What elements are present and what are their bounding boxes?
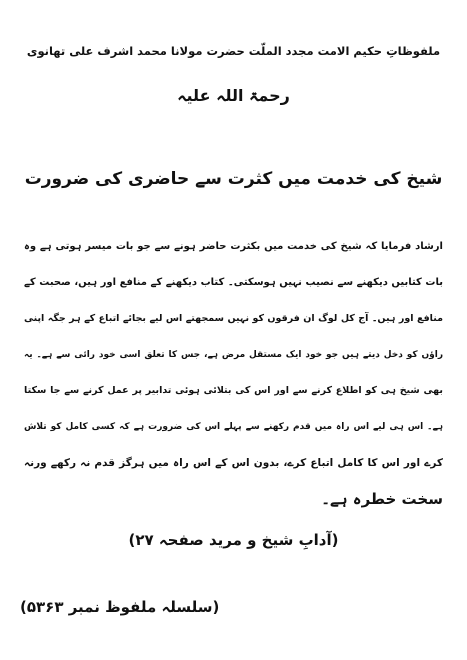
body-line-5: بھی شیخ ہی کو اطلاع کرنے سے اور اس کی بتلائی ہوئی تدابیر پر عمل کرنے سے جا سکتا <box>24 385 443 396</box>
body-line-1: ارشاد فرمایا کہ شیخ کی خدمت میں بکثرت حاضر ہونے سے جو بات میسر ہوتی ہے وہ <box>24 241 443 252</box>
header-subtitle: رحمۃ اللہ علیہ <box>177 86 290 105</box>
body-line-7: کرے اور اس کا کامل اتباع کرے، بدون اس کے اس راہ میں ہرگز قدم نہ رکھے ورنہ <box>24 457 443 469</box>
body-line-4: راؤں کو دخل دیتے ہیں جو خود ایک مستقل مرض ہے، جس کا تعلق اسی خود رائی سے ہے۔ یہ <box>24 350 443 360</box>
serial-number: (سلسلہ ملفوظ نمبر ۵۳۶۳) <box>20 598 220 616</box>
body-line-2: بات کتابیں دیکھنے سے نصیب نہیں ہوسکتی۔ کتاب دیکھنے کے منافع اور ہیں، صحبت کے <box>24 277 443 288</box>
section-title: شیخ کی خدمت میں کثرت سے حاضری کی ضرورت <box>24 169 443 189</box>
body-line-8: سخت خطرہ ہے۔ <box>321 490 443 508</box>
body-line-6: ہے۔ اس ہی لیے اس راہ میں قدم رکھنے سے پہلے اس کی ضرورت ہے کہ کسی کامل کو تلاش <box>24 422 443 432</box>
body-line-3: منافع اور ہیں۔ آج کل لوگ ان فرقوں کو نہیں سمجھتے اس لیے بجائے اتباع کے ہر جگہ اپنی <box>24 313 443 324</box>
reference-citation: (آدابِ شیخ و مرید صفحہ ۲۷) <box>128 531 339 549</box>
header-title: ملفوظاتِ حکیم الامت مجدد الملّت حضرت مولانا محمد اشرف علی تھانوی <box>26 44 441 58</box>
